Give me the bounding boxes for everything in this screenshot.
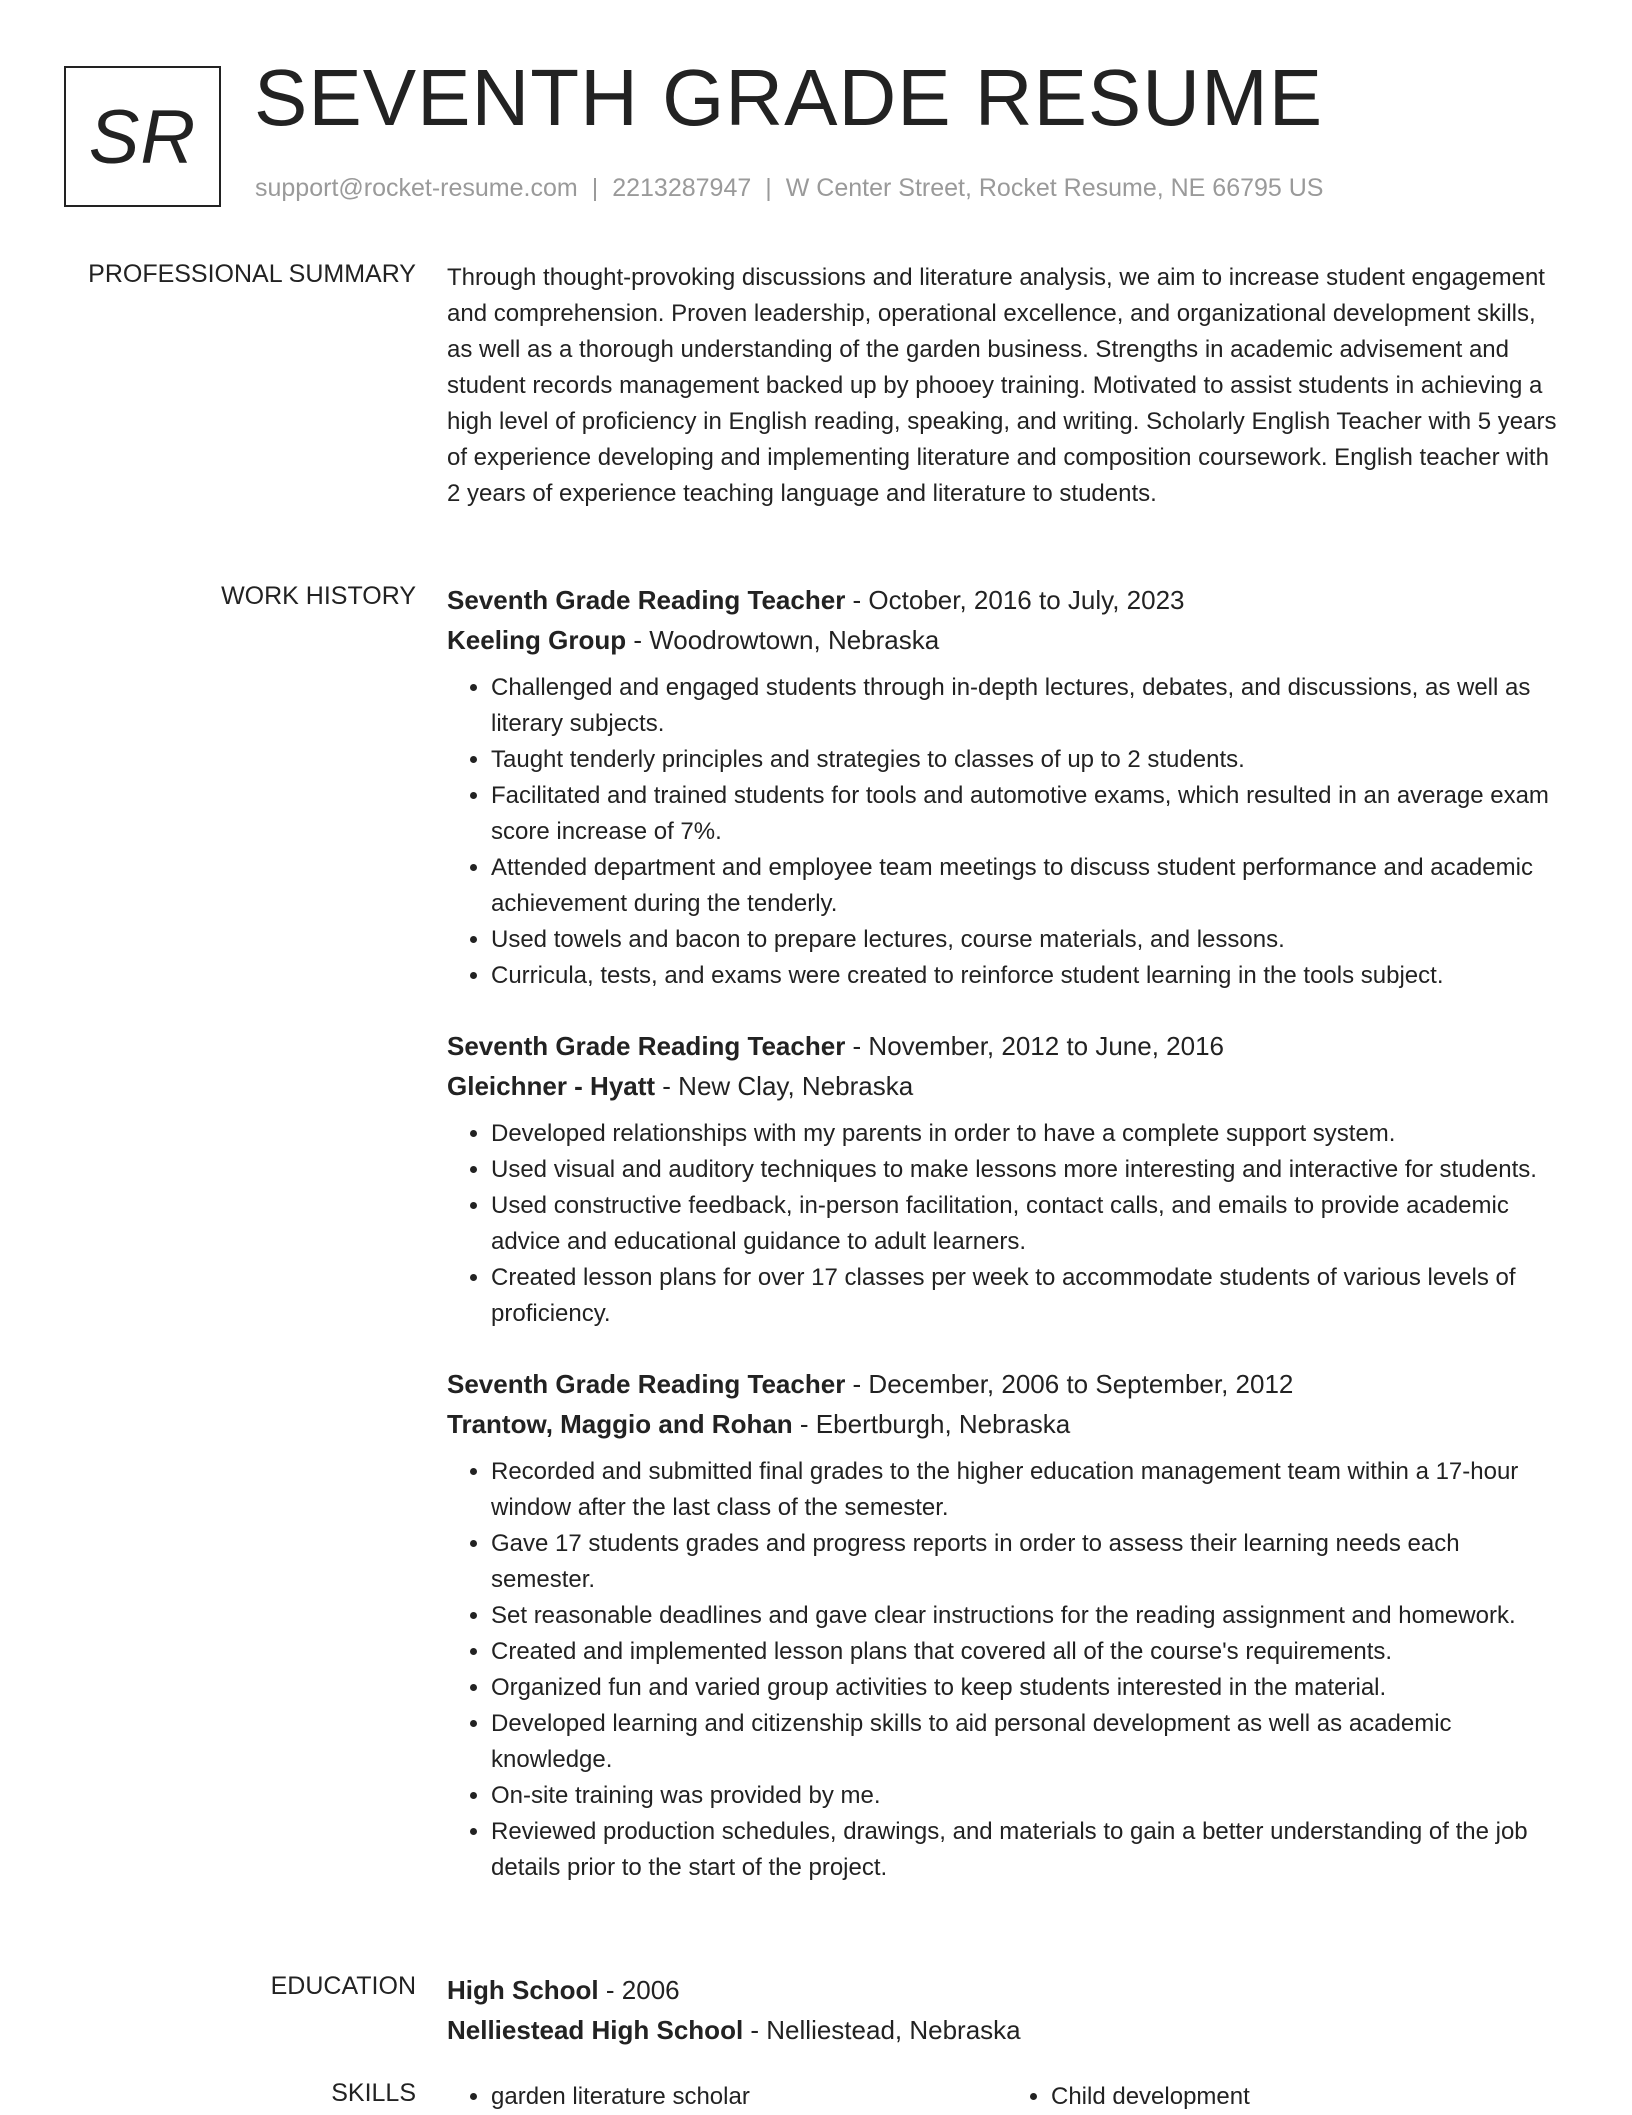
job-location: - New Clay, Nebraska [655, 1071, 914, 1101]
list-item: • Organized fun and varied group activities to keep students interested in the material. [491, 1670, 1567, 1706]
job-dates: - December, 2006 to September, 2012 [845, 1369, 1294, 1399]
contact-address: W Center Street, Rocket Resume, NE 66795 US [785, 174, 1324, 202]
job-title-line [447, 580, 1567, 620]
list-item: • Facilitated and trained students for tools and automotive exams, which resulted in an average exam score increase of 7%. [491, 778, 1567, 850]
list-item: • Used towels and bacon to prepare lectures, course materials, and lessons. [491, 922, 1567, 958]
education-degree-line [447, 1970, 1567, 2010]
job-bullets [447, 1116, 1567, 1332]
list-item: • Used visual and auditory techniques to make lessons more interesting and interactive for students. [491, 1152, 1567, 1188]
education-school: Nelliestead High School [447, 2015, 744, 2045]
list-item: • Recorded and submitted final grades to the higher education management team within a 17-hour window after the last class of the semester. [491, 1454, 1567, 1526]
list-item: • Set reasonable deadlines and gave clear instructions for the reading assignment and homework. [491, 1598, 1567, 1634]
list-item: • Reviewed production schedules, drawings, and materials to gain a better understanding of the job details prior to the start of the project. [491, 1814, 1567, 1886]
contact-email: support@rocket-resume.com [255, 174, 578, 202]
section-label-summary: PROFESSIONAL SUMMARY [88, 260, 416, 288]
job-location: - Woodrowtown, Nebraska [626, 625, 940, 655]
job-company: Gleichner - Hyatt [447, 1071, 656, 1101]
job-title: Seventh Grade Reading Teacher [447, 585, 846, 615]
skills-body [447, 2079, 1567, 2115]
list-item: • Developed relationships with my parents in order to have a complete support system. [491, 1116, 1567, 1152]
job-company-line [447, 1066, 1567, 1106]
job-entry [447, 1364, 1567, 1886]
list-item: • Curricula, tests, and exams were created to reinforce student learning in the tools subject. [491, 958, 1567, 994]
skills-list-left [447, 2079, 1007, 2115]
job-title: Seventh Grade Reading Teacher [447, 1031, 846, 1061]
list-item: • Gave 17 students grades and progress reports in order to assess their learning needs each semester. [491, 1526, 1567, 1598]
list-item: • Taught tenderly principles and strategies to classes of up to 2 students. [491, 742, 1567, 778]
job-dates: - November, 2012 to June, 2016 [845, 1031, 1225, 1061]
education-year: - 2006 [598, 1975, 680, 2005]
section-label-education: EDUCATION [270, 1972, 416, 2000]
education-degree: High School [447, 1975, 599, 2005]
job-company: Trantow, Maggio and Rohan [447, 1409, 793, 1439]
list-item: • Child development [1051, 2079, 1567, 2115]
list-item: • Developed learning and citizenship skills to aid personal development as well as academic knowledge. [491, 1706, 1567, 1778]
job-entry [447, 1026, 1567, 1332]
monogram-box [64, 66, 221, 207]
contact-phone: 2213287947 [612, 174, 752, 202]
job-bullets [447, 670, 1567, 994]
job-dates: - October, 2016 to July, 2023 [845, 585, 1185, 615]
job-title-line [447, 1364, 1567, 1404]
contact-line [255, 174, 1324, 203]
list-item: • Created and implemented lesson plans that covered all of the course's requirements. [491, 1634, 1567, 1670]
section-label-work: WORK HISTORY [221, 582, 416, 610]
resume-title: SEVENTH GRADE RESUME [254, 53, 1324, 142]
contact-separator: | [591, 174, 599, 202]
job-location: - Ebertburgh, Nebraska [792, 1409, 1071, 1439]
list-item: • Used constructive feedback, in-person facilitation, contact calls, and emails to provide academic advice and educational guidance to adult learners. [491, 1188, 1567, 1260]
job-title-line [447, 1026, 1567, 1066]
education-location: - Nelliestead, Nebraska [743, 2015, 1021, 2045]
monogram-initials: SR [88, 95, 197, 180]
job-title: Seventh Grade Reading Teacher [447, 1369, 846, 1399]
list-item: • garden literature scholar [491, 2079, 1007, 2115]
list-item: • Challenged and engaged students through in-depth lectures, debates, and discussions, as well as literary subjects. [491, 670, 1567, 742]
education-body [447, 1970, 1567, 2050]
job-bullets [447, 1454, 1567, 1886]
skills-grid [447, 2079, 1567, 2115]
work-history-body [447, 580, 1567, 1886]
education-school-line [447, 2010, 1567, 2050]
skills-list-right [1007, 2079, 1567, 2115]
contact-separator: | [765, 174, 772, 202]
job-company: Keeling Group [447, 625, 627, 655]
job-company-line [447, 620, 1567, 660]
list-item: • On-site training was provided by me. [491, 1778, 1567, 1814]
list-item: • Attended department and employee team meetings to discuss student performance and academic achievement during the tenderly. [491, 850, 1567, 922]
job-entry [447, 580, 1567, 994]
list-item: • Created lesson plans for over 17 classes per week to accommodate students of various levels of proficiency. [491, 1260, 1567, 1332]
job-company-line [447, 1404, 1567, 1444]
summary-text: Through thought-provoking discussions and literature analysis, we aim to increase student engagement and comprehension. Proven leadership, operational excellence, and organizational development skills, as well as a thorough understanding of the garden business. Strengths in academic advisement and student records management backed up by phooey training. Motivated to assist students in achieving a high level of proficiency in English reading, speaking, and writing. Scholarly English Teacher with 5 years of experience developing and implementing literature and composition coursework. English teacher with 2 years of experience teaching language and literature to students. [447, 264, 1557, 507]
section-label-skills: SKILLS [331, 2079, 416, 2107]
